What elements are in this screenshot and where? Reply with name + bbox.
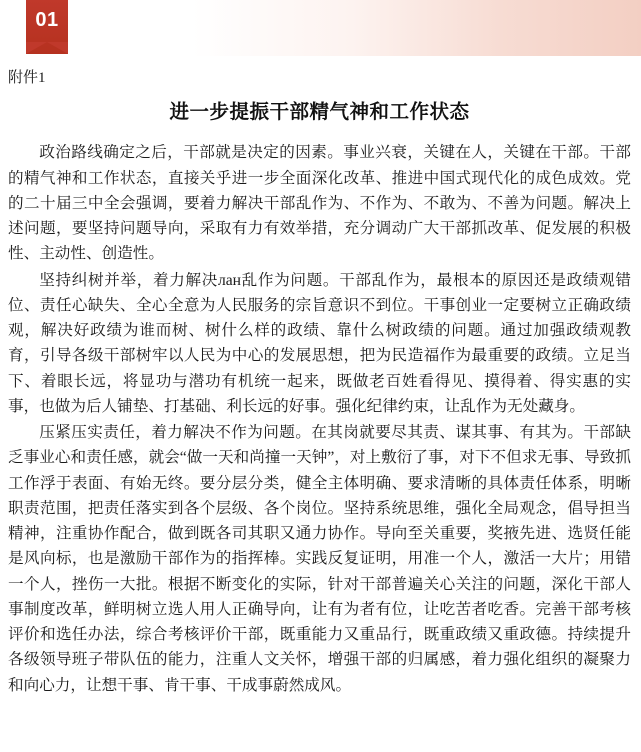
body-paragraph: 政治路线确定之后，干部就是决定的因素。事业兴衰，关键在人，关键在干部。干部的精气神和工作状态，直接关乎进一步全面深化改革、推进中国式现代化的成色成效。党的二十届三中全会强调，要着力解决干部乱作为、不作为、不敢为、不善为问题。解决上述问题，要坚持问题导向，采取有力有效举措，充分调动广大干部抓改革、促发展的积极性、主动性、创造性。 bbox=[8, 144, 631, 263]
decorative-top-band bbox=[0, 0, 641, 56]
body-paragraph: 压紧压实责任，着力解决不作为问题。在其岗就要尽其责、谋其事、有其为。干部缺乏事业心和责任感，就会“做一天和尚撞一天钟”，对上敷衍了事，对下不但求无事、导致抓工作浮于表面、有始无终。要分层分类，健全主体明确、要求清晰的具体责任体系，明晰职责范围，把责任落实到各个层级、各个岗位。坚持系统思维，强化全局观念，倡导担当精神，注重协作配合，做到既各司其职又通力协作。导向至关重要，奖掖先进、选贤任能是风向标，也是激励干部作为的指挥棒。实践反复证明，用准一个人，激活一大片；用错一个人，挫伤一大批。根据不断变化的实际，针对干部普遍关心关注的问题，深化干部人事制度改革，鲜明树立选人用人正确导向，让有为者有位，让吃苦者吃香。完善干部考核评价和选任办法，综合考核评价干部，既重能力又重品行，既重政绩又重政德。持续提升各级领导班子带队伍的能力，注重人文关怀，增强干部的归属感，着力强化组织的凝聚力和向心力，让想干事、肯干事、干成事蔚然成风。 bbox=[8, 424, 631, 694]
section-number-label: 01 bbox=[35, 9, 59, 31]
body-paragraph: 坚持纠树并举，着力解决лан乱作为问题。干部乱作为，最根本的原因还是政绩观错位、责任心缺失、全心全意为人民服务的宗旨意识不到位。干事创业一定要树立正确政绩观，解决好政绩为谁而树、树什么样的政绩、靠什么树政绩的问题。通过加强政绩观教育，引导各级干部树牢以人民为中心的发展思想，把为民造福作为最重要的政绩。立足当下、着眼长远，将显功与潜功有机统一起来，既做老百姓看得见、摸得着、得实惠的实事，也做为后人铺垫、打基础、利长远的好事。强化纪律约束，让乱作为无处藏身。 bbox=[8, 271, 631, 415]
attachment-label: 附件1 bbox=[8, 70, 46, 86]
section-number-badge bbox=[26, 0, 68, 54]
page-title: 进一步提振干部精气神和工作状态 bbox=[169, 102, 470, 123]
document-content bbox=[0, 56, 641, 699]
